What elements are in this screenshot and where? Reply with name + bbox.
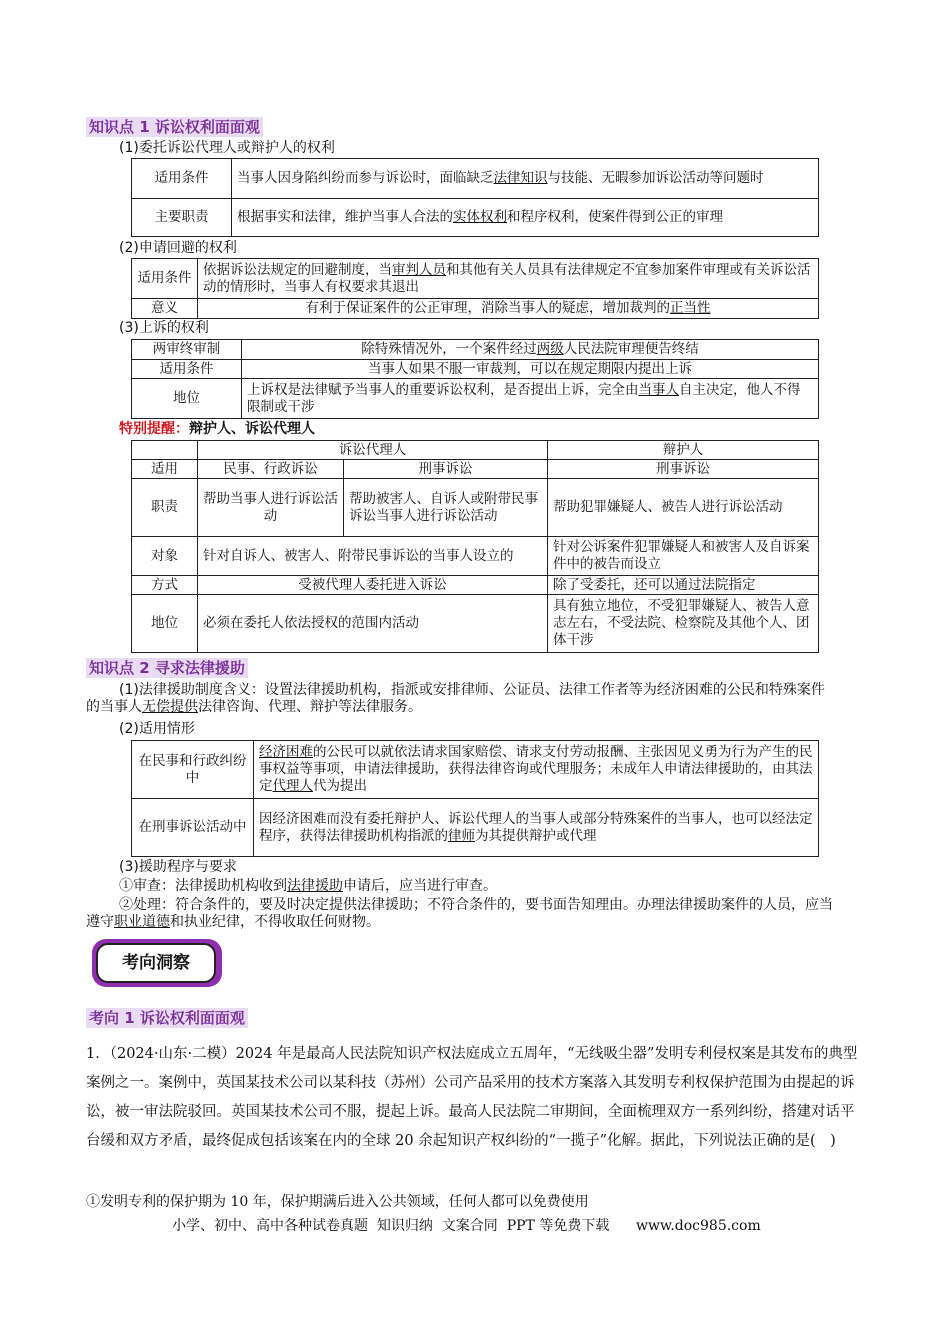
cell: 针对公诉案件犯罪嫌疑人和被害人及自诉案件中的被告而设立 xyxy=(548,537,819,576)
table-row xyxy=(132,741,819,799)
row-label: 适用 xyxy=(132,460,198,479)
row-content: 依据诉讼法规定的回避制度，当审判人员和其他有关人员具有法律规定不宜参加案件审理或有关诉讼活动的情形时，当事人有权要求其退出 xyxy=(198,259,819,299)
table-row xyxy=(132,259,819,299)
cell: 刑事诉讼 xyxy=(548,460,819,479)
cell: 民事、行政诉讼 xyxy=(198,460,344,479)
table-agent-rights xyxy=(131,158,819,237)
procedure-review: ①审查：法律援助机构收到法律援助申请后，应当进行审查。 xyxy=(119,878,497,894)
paragraph-heading: (1)法律援助制度含义： xyxy=(119,682,265,698)
cell: 受被代理人委托进入诉讼 xyxy=(198,576,548,595)
table-row xyxy=(132,360,819,379)
subsection-heading: (3)上诉的权利 xyxy=(119,320,209,336)
table-row xyxy=(132,479,819,537)
table-compare xyxy=(131,440,819,653)
badge-label: 考向洞察 xyxy=(96,943,216,983)
row-label: 两审终审制 xyxy=(132,340,242,360)
table-row xyxy=(132,379,819,419)
table-row xyxy=(132,460,819,479)
section-title-k2: 知识点 2 寻求法律援助 xyxy=(86,658,248,678)
section-title-k1: 知识点 1 诉讼权利面面观 xyxy=(86,117,263,137)
row-label: 主要职责 xyxy=(132,199,232,237)
table-row xyxy=(132,576,819,595)
row-label: 地位 xyxy=(132,379,242,419)
table-row xyxy=(132,199,819,237)
section-badge xyxy=(92,939,222,987)
row-content: 除特殊情况外，一个案件经过两级人民法院审理便告终结 xyxy=(242,340,819,360)
table-row xyxy=(132,441,819,460)
subsection-heading: (1)委托诉讼代理人或辩护人的权利 xyxy=(119,140,335,156)
row-content: 经济困难的公民可以就依法请求国家赔偿、请求支付劳动报酬、主张因见义勇为行为产生的民事权益等事项，申请法律援助，获得法律咨询或代理服务；未成年人申请法律援助的，由其法定代理人代为提出 xyxy=(254,741,819,799)
cell: 具有独立地位，不受犯罪嫌疑人、被告人意志左右，不受法院、检察院及其他个人、团体干涉 xyxy=(548,595,819,653)
row-label: 在民事和行政纠纷中 xyxy=(132,741,254,799)
cell: 帮助被害人、自诉人或附带民事诉讼当事人进行诉讼活动 xyxy=(344,479,548,537)
question-1-option-1: ①发明专利的保护期为 10 年，保护期满后进入公共领域，任何人都可以免费使用 xyxy=(86,1194,589,1210)
row-label: 对象 xyxy=(132,537,198,576)
row-label: 职责 xyxy=(132,479,198,537)
table-recusal xyxy=(131,258,819,319)
table-row xyxy=(132,340,819,360)
cell: 帮助犯罪嫌疑人、被告人进行诉讼活动 xyxy=(548,479,819,537)
subsection-heading: (2)适用情形 xyxy=(119,721,195,737)
table-row xyxy=(132,537,819,576)
row-content: 当事人因身陷纠纷而参与诉讼时，面临缺乏法律知识与技能、无暇参加诉讼活动等问题时 xyxy=(232,159,819,199)
table-row xyxy=(132,159,819,199)
cell: 针对自诉人、被害人、附带民事诉讼的当事人设立的 xyxy=(198,537,548,576)
table-row xyxy=(132,799,819,857)
row-label: 适用条件 xyxy=(132,360,242,379)
section-title-kx1: 考向 1 诉讼权利面面观 xyxy=(86,1008,248,1028)
cell: 除了受委托，还可以通过法院指定 xyxy=(548,576,819,595)
row-label: 适用条件 xyxy=(132,259,198,299)
legal-aid-definition: (1)法律援助制度含义：设置法律援助机构，指派或安排律师、公证员、法律工作者等为经济困难的公民和特殊案件的当事人无偿提供法律咨询、代理、辩护等法律服务。 xyxy=(86,682,825,715)
row-label: 意义 xyxy=(132,299,198,319)
special-reminder xyxy=(119,421,315,438)
cell: 刑事诉讼 xyxy=(344,460,548,479)
question-1: 1．（2024·山东·二模）2024 年是最高人民法院知识产权法庭成立五周年，“无线吸尘器”发明专利侵权案是其发布的典型案例之一。案例中，英国某技术公司以某科技（苏州）公司产品采用的技术方案落入其发明专利权保护范围为由提起的诉讼，被一审法院驳回。英国某技术公司不服，提起上诉。最高人民法院二审期间，全面梳理双方一系列纠纷，搭建对话平台缓和双方矛盾，最终促成包括该案在内的全球 20 余起知识产权纠纷的“一揽子”化解。据此，下列说法正确的是( ) xyxy=(86,1046,858,1149)
procedure-handling: ②处理：符合条件的，要及时决定提供法律援助；不符合条件的，要书面告知理由。办理法律援助案件的人员，应当遵守职业道德和执业纪律，不得收取任何财物。 xyxy=(86,897,833,930)
table-legal-aid xyxy=(131,740,819,857)
table-row xyxy=(132,595,819,653)
page-footer: 小学、初中、高中各种试卷真题 知识归纳 文案合同 PPT 等免费下载 www.doc985.com xyxy=(172,1218,761,1234)
subsection-heading: (2)申请回避的权利 xyxy=(119,240,237,256)
row-label: 方式 xyxy=(132,576,198,595)
header-defender: 辩护人 xyxy=(548,441,819,460)
subsection-heading: (3)援助程序与要求 xyxy=(119,859,237,875)
reminder-text: 辩护人、诉讼代理人 xyxy=(189,421,315,437)
row-label: 适用条件 xyxy=(132,159,232,199)
row-label: 地位 xyxy=(132,595,198,653)
row-content: 上诉权是法律赋予当事人的重要诉讼权利，是否提出上诉，完全由当事人自主决定，他人不得限制或干涉 xyxy=(242,379,819,419)
row-content: 根据事实和法律，维护当事人合法的实体权利和程序权利，使案件得到公正的审理 xyxy=(232,199,819,237)
table-row xyxy=(132,299,819,319)
row-content: 有利于保证案件的公正审理，消除当事人的疑虑，增加裁判的正当性 xyxy=(198,299,819,319)
reminder-label: 特别提醒： xyxy=(119,421,189,437)
row-content: 因经济困难而没有委托辩护人、诉讼代理人的当事人或部分特殊案件的当事人，也可以经法定程序，获得法律援助机构指派的律师为其提供辩护或代理 xyxy=(254,799,819,857)
row-content: 当事人如果不服一审裁判，可以在规定期限内提出上诉 xyxy=(242,360,819,379)
cell: 必须在委托人依法授权的范围内活动 xyxy=(198,595,548,653)
header-agent: 诉讼代理人 xyxy=(198,441,548,460)
cell: 帮助当事人进行诉讼活动 xyxy=(198,479,344,537)
table-appeal xyxy=(131,339,819,419)
row-label: 在刑事诉讼活动中 xyxy=(132,799,254,857)
